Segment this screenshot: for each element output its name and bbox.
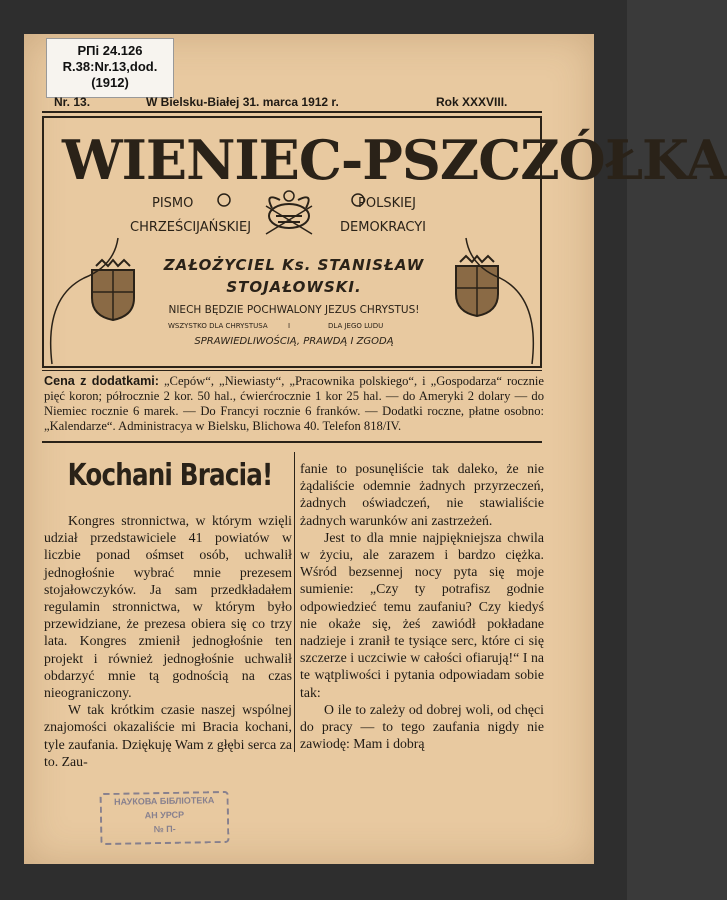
top-rule <box>42 111 542 113</box>
issue-year: Rok XXXVIII. <box>436 95 508 109</box>
masthead-founder-2: STOJAŁOWSKI. <box>226 278 362 296</box>
issue-number: Nr. 13. <box>54 95 91 109</box>
column-divider <box>294 452 295 752</box>
masthead-right-2: DEMOKRACYI <box>340 220 426 235</box>
shelfmark-line-1: РПі 24.126 <box>77 43 143 58</box>
stamp-line-3: № П- <box>153 823 176 835</box>
masthead-slogan: SPRAWIEDLIWOŚCIĄ, PRAWDĄ I ZGODĄ <box>194 336 394 347</box>
shelfmark-line-2: R.38:Nr.13,dod. <box>62 59 158 74</box>
price-label: Cena z dodatkami: <box>44 374 159 388</box>
stamp-line-2: АН УРСР <box>144 809 185 821</box>
masthead-sub-separator: I <box>288 322 291 330</box>
masthead-bottom-rule <box>42 370 542 371</box>
masthead <box>42 116 727 368</box>
masthead-title: WIENIEC-PSZCZÓŁKA <box>62 128 727 192</box>
shelfmark-line-3: (1912) <box>91 75 129 90</box>
article-right-paragraph-0: fanie to posunęliście tak daleko, że nie żądaliście odemnie żadnych przyrzeczeń, żadnych oświadczeń, nie stawialiście żadnych warunków ani zastrzeżeń. <box>300 461 544 528</box>
masthead-ornament-icon <box>44 178 540 368</box>
article-left-column <box>44 512 292 770</box>
shelfmark-label <box>46 38 174 98</box>
masthead-right-1: POLSKIEJ <box>358 196 416 211</box>
masthead-sub-right: DLA JEGO LUDU <box>328 322 384 330</box>
masthead-left-1: PISMO <box>152 196 194 211</box>
price-bottom-rule <box>42 441 542 443</box>
article-left-paragraph-2: W tak krótkim czasie naszej wspólnej znajomości okazaliście mi Bracia kochani, tyle zaufania. Dziękuję Wam z głębi serca za to. Zau- <box>44 702 292 769</box>
masthead-founder-1: ZAŁOŻYCIEL Ks. STANISŁAW <box>163 256 425 274</box>
issue-place-date: W Bielsku-Białej 31. marca 1912 r. <box>146 95 339 109</box>
article-right-paragraph-2: O ile to zależy od dobrej woli, od chęci do pracy — to tego zaufania nigdy nie zawiodę: Mam i dobrą <box>300 701 544 752</box>
masthead-motto: NIECH BĘDZIE POCHWALONY JEZUS CHRYSTUS! <box>168 304 420 316</box>
stamp-line-1: НАУКОВА БІБЛІОТЕКА <box>113 795 215 807</box>
article-right-paragraph-1: Jest to dla mnie najpiękniejsza chwila w życiu, ale zarazem i bardzo ciężka. Wśród bezsennej nocy pyta się moje sumienie: „Czy ty potrafisz godnie odpowiedzieć temu zaufaniu? Czy kiedyś nie okaże się, żeś zawiódł pokładane nadzieje i zranił te tysiące serc, które ci się szczerze i uczciwie w całości ofiarują!“ I na te wątpliwości i pytania odpowiadam sobie tak: <box>300 529 544 700</box>
price-info <box>44 374 544 434</box>
price-text: „Cepów“, „Niewiasty“, „Pracownika polskiego“, i „Gospodarza“ rocznie pięć koron; półrocznie 2 kor. 50 hal., ćwierćrocznie 1 kor 25 hal. — do Ameryki 2 dolary — do Niemiec rocznie 6 marek. — Do Francyi rocznie 6 franków. — Dodatki roczne, płatne osobno: „Kalendarze“. Administracya w Bielsku, Blichowa 40. Telefon 818/IV. <box>44 374 544 433</box>
article-left-paragraph-1: Kongres stronnictwa, w którym wzięli udział przedstawiciele 41 powiatów w liczbie ponad ośmset osób, uchwalił jednogłośnie wybrać mnie prezesem stojałowczyków. Ja sam przedkładałem regulamin stronnictwa, w którym było przewidziane, że prezesa obiera się co trzy lata. Kongres zmienił jednogłośnie ten projekt i również jednogłośnie uchwalił obdarzyć mnie tą godnością na czas nieograniczony. <box>44 513 292 701</box>
masthead-left-2: CHRZEŚCIJAŃSKIEJ <box>130 220 252 235</box>
library-stamp <box>100 791 230 845</box>
article-right-column <box>300 460 544 752</box>
masthead-sub-left: WSZYSTKO DLA CHRYSTUSA <box>168 322 268 330</box>
article-headline: Kochani Bracia! <box>67 458 273 493</box>
